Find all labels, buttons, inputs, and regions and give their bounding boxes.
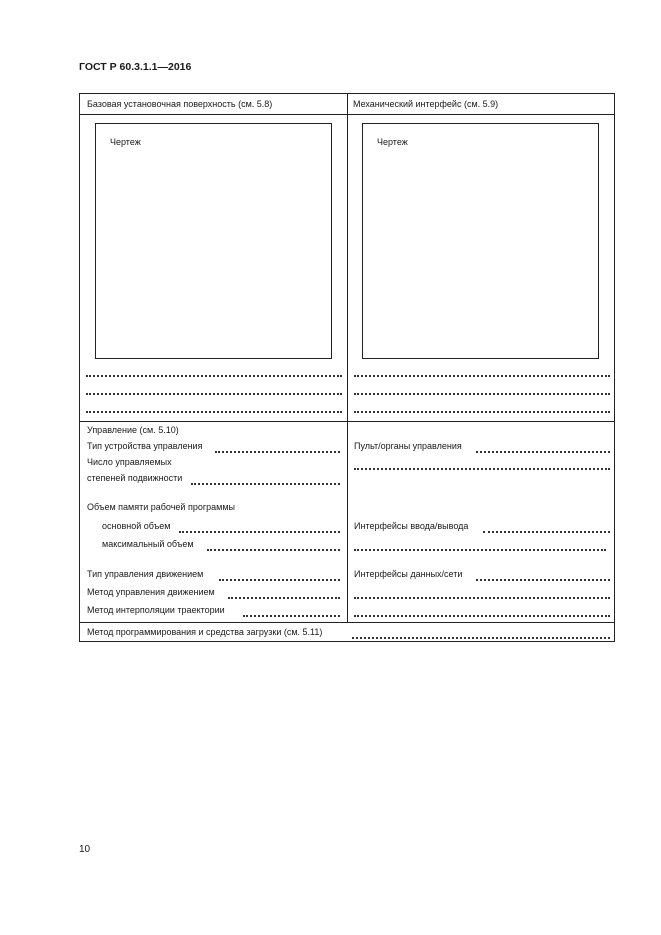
table-column-divider [347,94,348,622]
memory-title: Объем памяти рабочей программы [87,502,235,512]
memory-max-label: максимальный объем [102,539,194,549]
motion-control-method-label: Метод управления движением [87,587,215,597]
dof-label-line2: степеней подвижности [87,473,183,483]
programming-method-fill[interactable] [352,637,610,639]
pendant-fill-1[interactable] [476,451,610,453]
left-fill-line-2[interactable] [86,393,342,395]
pendant-label: Пульт/органы управления [354,441,462,451]
memory-main-fill[interactable] [179,531,340,533]
dof-fill[interactable] [191,483,340,485]
motion-control-method-fill[interactable] [228,597,340,599]
right-fill-line-3[interactable] [354,411,610,413]
data-interfaces-fill-1[interactable] [476,579,610,581]
right-drawing-label: Чертеж [377,137,408,147]
right-drawing-box [362,123,599,359]
pendant-fill-2[interactable] [354,468,610,470]
io-interfaces-label: Интерфейсы ввода/вывода [354,521,469,531]
device-type-label: Тип устройства управления [87,441,203,451]
right-fill-line-2[interactable] [354,393,610,395]
page-number: 10 [79,844,91,855]
memory-max-fill[interactable] [207,549,340,551]
motion-control-type-fill[interactable] [219,579,340,581]
spec-form-table [79,93,615,642]
device-type-fill[interactable] [215,451,340,453]
table-rule [80,622,614,623]
dof-label-line1: Число управляемых [87,457,172,467]
motion-control-type-label: Тип управления движением [87,569,204,579]
left-drawing-box [95,123,332,359]
left-fill-line-3[interactable] [86,411,342,413]
interpolation-method-label: Метод интерполяции траектории [87,605,225,615]
right-column-heading: Механический интерфейс (см. 5.9) [353,99,499,109]
io-interfaces-fill-2[interactable] [354,549,606,551]
left-fill-line-1[interactable] [86,375,342,377]
data-interfaces-fill-3[interactable] [354,615,610,617]
io-interfaces-fill-1[interactable] [483,531,610,533]
right-fill-line-1[interactable] [354,375,610,377]
page-header: ГОСТ Р 60.3.1.1—2016 [79,61,192,73]
programming-method-label: Метод программирования и средства загрузки (см. 5.11) [87,627,323,637]
memory-main-label: основной объем [102,521,171,531]
control-section-title: Управление (см. 5.10) [87,425,179,435]
left-drawing-label: Чертеж [110,137,141,147]
left-column-heading: Базовая установочная поверхность (см. 5.8) [87,99,273,109]
data-interfaces-label: Интерфейсы данных/сети [354,569,463,579]
interpolation-method-fill[interactable] [243,615,340,617]
data-interfaces-fill-2[interactable] [354,597,610,599]
